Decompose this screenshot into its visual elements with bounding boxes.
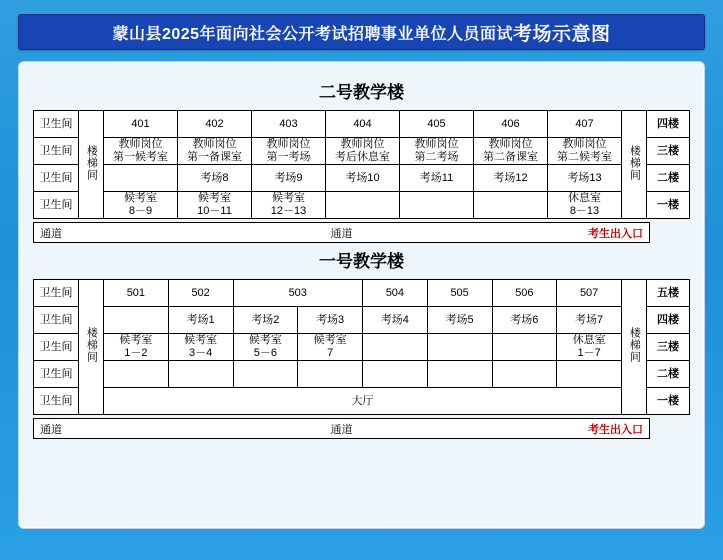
page-title-emphasis: 考场示意图 <box>513 23 611 45</box>
restroom-cell: 卫生间 <box>34 307 79 334</box>
floor-label: 二楼 <box>647 165 690 192</box>
table-row <box>34 165 690 192</box>
restroom-cell: 卫生间 <box>34 165 79 192</box>
room-cell: 考场4 <box>363 307 428 334</box>
room-cell: 教师岗位 第二候考室 <box>548 138 622 165</box>
restroom-cell: 卫生间 <box>34 361 79 388</box>
room-cell: 407 <box>548 111 622 138</box>
room-cell: 406 <box>474 111 548 138</box>
entrance-exit-label: 考生出入口 <box>588 423 643 436</box>
room-cell: 考场1 <box>168 307 233 334</box>
room-cell: 405 <box>400 111 474 138</box>
building-2-corridor-wrap <box>33 219 690 243</box>
corridor-left-label: 通道 <box>40 227 62 240</box>
building-2-title: 二号教学楼 <box>319 83 404 102</box>
building-1-corridor-wrap <box>33 415 690 439</box>
empty-cell <box>427 361 492 388</box>
empty-cell <box>474 192 548 219</box>
corridor-spacer <box>650 219 690 243</box>
room-cell: 505 <box>427 280 492 307</box>
building-2-corridor <box>33 222 650 243</box>
room-cell: 考场7 <box>557 307 622 334</box>
page-title-bar <box>18 14 705 50</box>
building-1-grid <box>33 279 690 415</box>
empty-cell <box>298 361 363 388</box>
floor-label: 四楼 <box>647 307 690 334</box>
empty-cell <box>104 307 169 334</box>
floor-label: 四楼 <box>647 111 690 138</box>
room-cell: 考场8 <box>178 165 252 192</box>
table-row <box>34 138 690 165</box>
empty-cell <box>104 165 178 192</box>
empty-cell <box>104 361 169 388</box>
empty-cell <box>363 334 428 361</box>
stairwell-cell-right: 楼梯间 <box>622 280 647 415</box>
room-cell: 402 <box>178 111 252 138</box>
floor-label: 三楼 <box>647 334 690 361</box>
room-cell: 502 <box>168 280 233 307</box>
restroom-cell: 卫生间 <box>34 138 79 165</box>
room-cell: 403 <box>252 111 326 138</box>
floor-label: 三楼 <box>647 138 690 165</box>
floor-label: 一楼 <box>647 192 690 219</box>
room-cell: 考场13 <box>548 165 622 192</box>
floor-label: 五楼 <box>647 280 690 307</box>
room-cell: 考场11 <box>400 165 474 192</box>
entrance-exit-label: 考生出入口 <box>588 227 643 240</box>
room-cell: 504 <box>363 280 428 307</box>
empty-cell <box>363 361 428 388</box>
room-cell: 506 <box>492 280 557 307</box>
room-cell: 教师岗位 第二考场 <box>400 138 474 165</box>
table-row <box>34 361 690 388</box>
room-cell: 考场12 <box>474 165 548 192</box>
building-1-corridor <box>33 418 650 439</box>
room-cell: 教师岗位 第一考场 <box>252 138 326 165</box>
room-cell: 教师岗位 考后休息室 <box>326 138 400 165</box>
corridor-left-label: 通道 <box>40 423 62 436</box>
room-cell: 候考室 5－6 <box>233 334 298 361</box>
table-row <box>34 111 690 138</box>
empty-cell <box>233 361 298 388</box>
room-cell: 503 <box>233 280 363 307</box>
room-cell: 考场6 <box>492 307 557 334</box>
room-cell: 休息室 1－7 <box>557 334 622 361</box>
table-row <box>34 280 690 307</box>
room-cell: 考场5 <box>427 307 492 334</box>
room-cell: 401 <box>104 111 178 138</box>
empty-cell <box>557 361 622 388</box>
corridor-spacer <box>650 415 690 439</box>
room-cell: 教师岗位 第一候考室 <box>104 138 178 165</box>
empty-cell <box>492 334 557 361</box>
room-cell: 404 <box>326 111 400 138</box>
room-cell: 候考室 3－4 <box>168 334 233 361</box>
floor-label: 一楼 <box>647 388 690 415</box>
room-cell: 考场10 <box>326 165 400 192</box>
table-row <box>34 192 690 219</box>
stairwell-cell: 楼梯间 <box>79 280 104 415</box>
room-cell: 候考室 1－2 <box>104 334 169 361</box>
room-cell: 教师岗位 第一备课室 <box>178 138 252 165</box>
empty-cell <box>400 192 474 219</box>
building-1-title: 一号教学楼 <box>319 252 404 271</box>
corridor-center-label: 通道 <box>330 423 353 436</box>
table-row <box>34 334 690 361</box>
empty-cell <box>427 334 492 361</box>
room-cell: 考场9 <box>252 165 326 192</box>
restroom-cell: 卫生间 <box>34 192 79 219</box>
restroom-cell: 卫生间 <box>34 388 79 415</box>
room-cell: 507 <box>557 280 622 307</box>
lobby-cell: 大厅 <box>104 388 622 415</box>
room-cell: 休息室 8－13 <box>548 192 622 219</box>
diagram-board <box>18 61 705 529</box>
stairwell-cell: 楼梯间 <box>79 111 104 219</box>
building-2-grid <box>33 110 690 219</box>
room-cell: 候考室 8－9 <box>104 192 178 219</box>
empty-cell <box>492 361 557 388</box>
restroom-cell: 卫生间 <box>34 334 79 361</box>
room-cell: 候考室 7 <box>298 334 363 361</box>
restroom-cell: 卫生间 <box>34 111 79 138</box>
restroom-cell: 卫生间 <box>34 280 79 307</box>
room-cell: 候考室 10－11 <box>178 192 252 219</box>
room-cell: 考场3 <box>298 307 363 334</box>
room-cell: 候考室 12－13 <box>252 192 326 219</box>
stairwell-cell-right: 楼梯间 <box>622 111 647 219</box>
page-title-main: 蒙山县2025年面向社会公开考试招聘事业单位人员面试 <box>112 25 514 43</box>
table-row <box>34 307 690 334</box>
room-cell: 考场2 <box>233 307 298 334</box>
room-cell: 教师岗位 第二备课室 <box>474 138 548 165</box>
empty-cell <box>326 192 400 219</box>
table-row <box>34 388 690 415</box>
room-cell: 501 <box>104 280 169 307</box>
empty-cell <box>168 361 233 388</box>
corridor-center-label: 通道 <box>330 227 353 240</box>
floor-label: 二楼 <box>647 361 690 388</box>
